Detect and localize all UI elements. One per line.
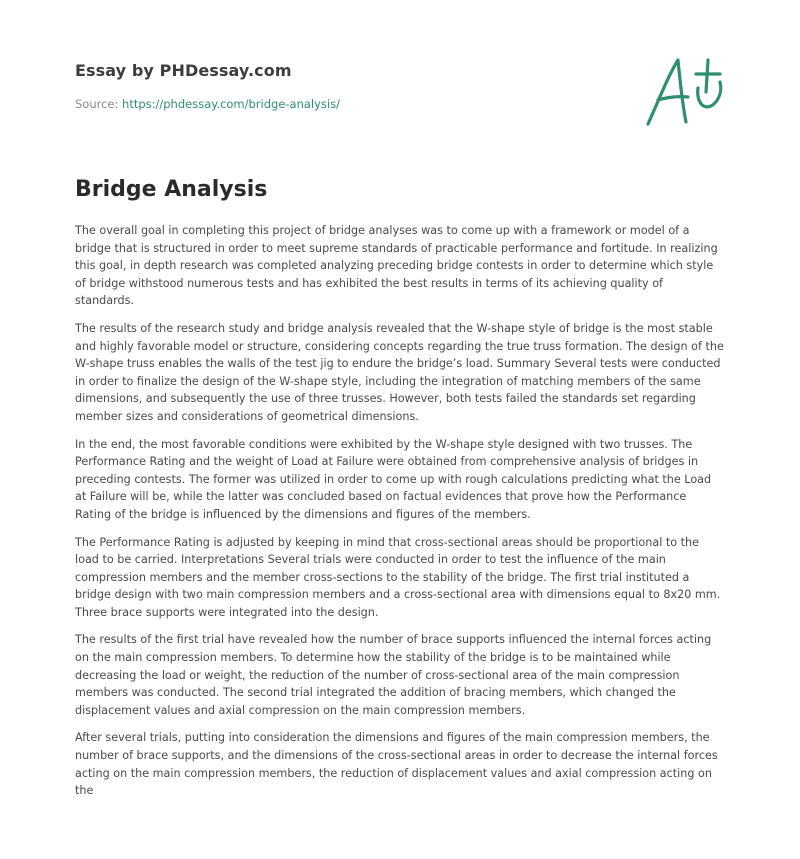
paragraph-1: The overall goal in completing this project of bridge analyses was to come up with a framework or model of a bridge that is structured in order to meet supreme standards of practicable performance and fortitude. In realizing this goal, in depth research was completed analyzing preceding bridge contests in order to determine which style of bridge withstood numerous tests and has exhibited the best results in terms of its achieving quality of standards. xyxy=(75,224,718,308)
source-label: Source: xyxy=(75,97,119,111)
paragraph-2: The results of the research study and bridge analysis revealed that the W-shape style of bridge is the most stable and highly favorable model or structure, considering concepts regarding the true truss formation. The design of the W-shape truss enables the walls of the test jig to endure the bridge’s load. Summary Several tests were conducted in order to finalize the design of the W-shape style, including the integration of matching members of the same dimensions, and subsequently the use of three trusses. However, both tests failed the standards set regarding member sizes and considerations of geometrical dimensions. xyxy=(75,321,724,423)
paragraph-5: The results of the first trial have revealed how the number of brace supports influenced the internal forces acting on the main compression members. To determine how the stability of the bridge is to be maintained while decreasing the load or weight, the reduction of the number of cross-sectional area of the main compression members was conducted. The second trial integrated the addition of bracing members, which changed the displacement values and axial compression on the main compression members. xyxy=(75,633,712,717)
paragraph-3: In the end, the most favorable conditions were exhibited by the W-shape style designed with two trusses. The Performance Rating and the weight of Load at Failure were obtained from comprehensive analysis of bridges in preceding contests. The former was utilized in order to come up with rough calculations predicting what the Load at Failure will be, while the latter was concluded based on factual evidences that prove how the Performance Rating of the bridge is influenced by the dimensions and figures of the members. xyxy=(75,437,712,521)
paragraph-4: The Performance Rating is adjusted by keeping in mind that cross-sectional areas should be proportional to the load to be carried. Interpretations Several trials were conducted in order to test the influence of the main compression members and the member cross-sections to the stability of the bridge. The first trial instituted a bridge design with two main compression members and a cross-sectional area with dimensions equal to 8x20 mm. Three brace supports were integrated into the design. xyxy=(75,535,721,619)
paragraph-6: After several trials, putting into consideration the dimensions and figures of the main compression members, the number of brace supports, and the dimensions of the cross-sectional areas in order to decrease the internal forces acting on the main compression members, the reduction of displacement values and axial compression acting on the xyxy=(75,731,718,798)
article-body xyxy=(75,222,725,810)
a-plus-logo-icon xyxy=(640,52,730,130)
site-brand: Essay by PHDessay.com xyxy=(75,61,292,80)
source-line xyxy=(75,97,340,111)
article-title: Bridge Analysis xyxy=(75,177,268,202)
source-link[interactable]: https://phdessay.com/bridge-analysis/ xyxy=(122,97,340,111)
